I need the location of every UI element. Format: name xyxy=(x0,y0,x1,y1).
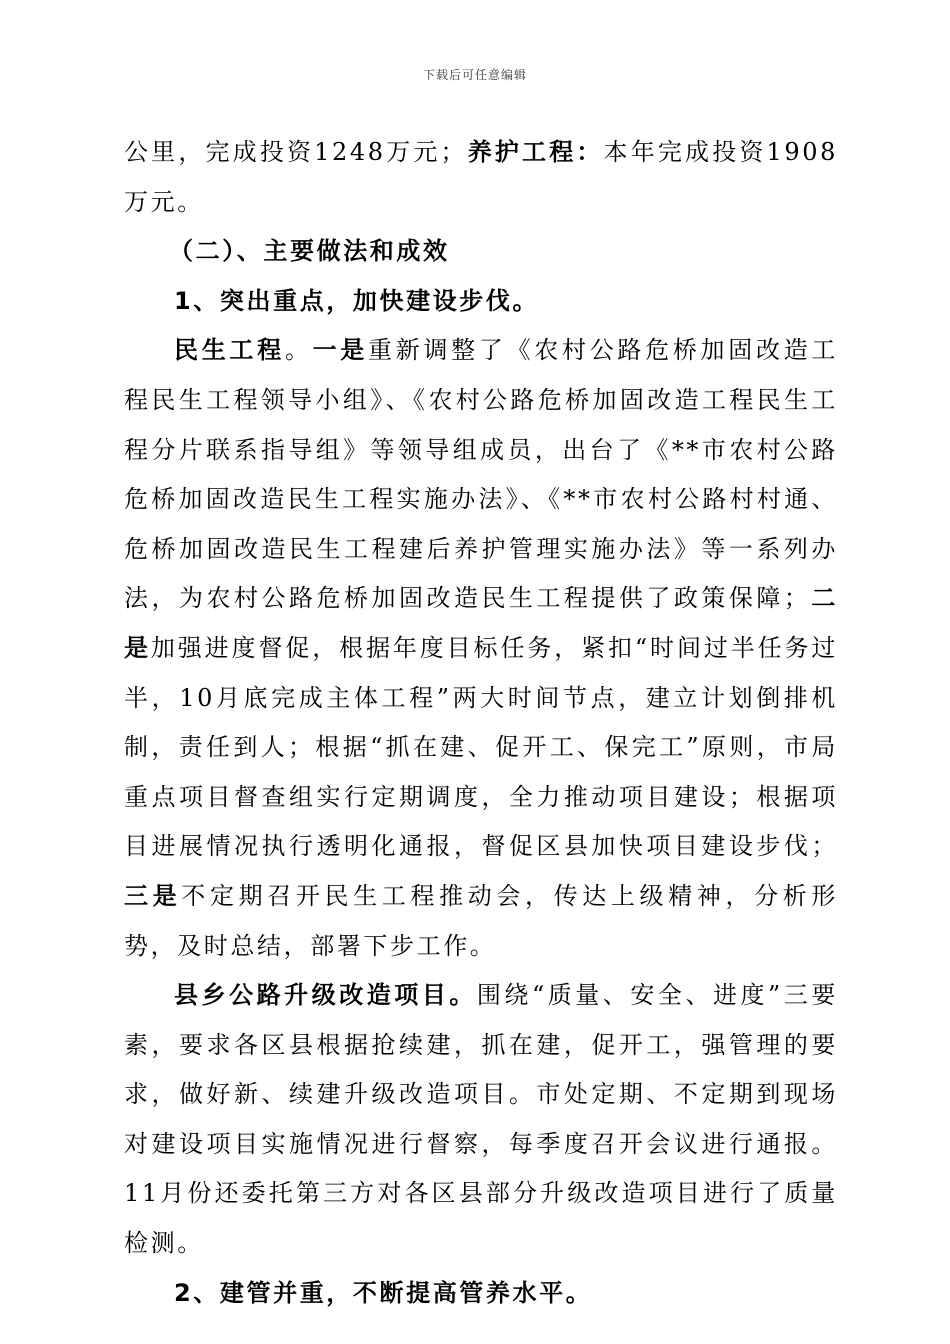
paragraph-bold-label: 三是 xyxy=(124,881,182,910)
paragraph-text: 加强进度督促，根据年度目标任务，紧扣“时间过半任务过半，10月底完成主体工程”两大时间节点，建立计划倒排机制，责任到人；根据“抓在建、促开工、保完工”原则，市局重点项目督查组实行定期调度，全力推动项目建设；根据项目进展情况执行透明化通报，督促区县加快项目建设步伐； xyxy=(124,633,838,861)
paragraph-text: 公里，完成投资1248万元； xyxy=(124,138,468,166)
paragraph-text: 本年完成投资1908万元。 xyxy=(124,138,839,216)
paragraph-livelihood-project xyxy=(124,326,838,971)
subsection-heading-2: 2、建管并重，不断提高管养水平。 xyxy=(174,1278,593,1307)
paragraph-text: 不定期召开民生工程推动会，传达上级精神，分析形势，及时总结，部署下步工作。 xyxy=(124,881,838,960)
document-body xyxy=(124,128,838,1318)
paragraph-bold-label: 一是 xyxy=(312,336,369,365)
paragraph-bold-label: 民生工程 xyxy=(174,336,285,365)
paragraph-text: 。 xyxy=(284,336,313,365)
paragraph-text: 重新调整了《农村公路危桥加固改造工程民生工程领导小组》、《农村公路危桥加固改造工程民生工程分片联系指导组》等领导组成员，出台了《**市农村公路危桥加固改造民生工程实施办法》、《**市农村公路村村通、危桥加固改造民生工程建后养护管理实施办法》等一系列办法，为农村公路危桥加固改造民生工程提供了政策保障； xyxy=(124,336,839,613)
header-note: 下载后可任意编辑 xyxy=(422,68,527,82)
paragraph-bold-label: 二是 xyxy=(124,584,838,662)
subsection-heading-1: 1、突出重点，加快建设步伐。 xyxy=(174,286,540,315)
paragraph-road-upgrade xyxy=(124,971,838,1269)
paragraph-bold-label: 县乡公路升级改造项目。 xyxy=(174,981,477,1010)
paragraph-text: 围绕“质量、安全、进度”三要素，要求各区县根据抢续建，抓在建，促开工，强管理的要求，做好新、续建升级改造项目。市处定期、不定期到现场对建设项目实施情况进行督察，每季度召开会议进行通报。11月份还委托第三方对各区县部分升级改造项目进行了质量检测。 xyxy=(124,981,838,1258)
paragraph-bold-label: 养护工程： xyxy=(467,138,604,166)
section-heading: （二）、主要做法和成效 xyxy=(169,237,450,266)
paragraph-investment xyxy=(124,128,838,227)
